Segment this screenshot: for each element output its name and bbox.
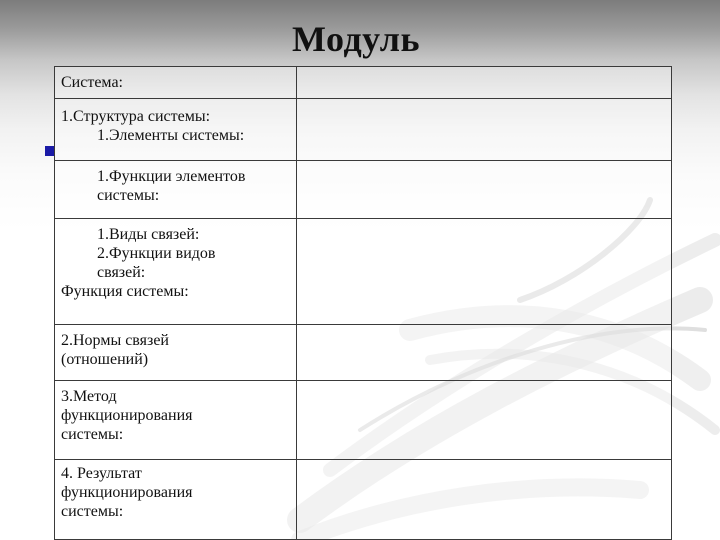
slide-title: Модуль	[292, 19, 421, 59]
cell-line: 1.Элементы системы:	[97, 127, 245, 144]
cell-line: 1.Функции элементов	[97, 168, 246, 185]
cell-line: Функция системы:	[61, 283, 189, 300]
cell-line: системы:	[97, 187, 160, 204]
row-label-cell	[55, 99, 297, 161]
cell-line: Система:	[61, 74, 123, 91]
cell-line: 2.Нормы связей	[61, 332, 169, 349]
cell-line: 3.Метод	[61, 388, 117, 405]
row-value-cell	[296, 381, 671, 460]
row-value-cell	[296, 99, 671, 161]
row-label-cell	[55, 67, 297, 99]
table-row	[55, 325, 672, 381]
table-row	[55, 99, 672, 161]
row-value-cell	[296, 67, 671, 99]
row-label-cell	[55, 460, 297, 540]
row-label-cell	[55, 325, 297, 381]
cell-line: функционирования	[61, 407, 193, 424]
cell-line: системы:	[61, 503, 124, 520]
row-value-cell	[296, 325, 671, 381]
table-row	[55, 67, 672, 99]
table-row	[55, 381, 672, 460]
cell-line: функционирования	[61, 484, 193, 501]
cell-line: 1.Виды связей:	[97, 226, 200, 243]
row-value-cell	[296, 161, 671, 219]
table-row	[55, 219, 672, 325]
module-table	[54, 66, 672, 540]
row-value-cell	[296, 460, 671, 540]
row-value-cell	[296, 219, 671, 325]
cell-line: 4. Результат	[61, 465, 142, 482]
table-row	[55, 161, 672, 219]
row-label-cell	[55, 161, 297, 219]
cell-line: 1.Структура системы:	[61, 108, 211, 125]
row-label-cell	[55, 219, 297, 325]
cell-line: системы:	[61, 426, 124, 443]
row-label-cell	[55, 381, 297, 460]
cell-line: 2.Функции видов	[97, 245, 216, 262]
cell-line: связей:	[97, 264, 146, 281]
cell-line: (отношений)	[61, 351, 149, 368]
table-row	[55, 460, 672, 540]
